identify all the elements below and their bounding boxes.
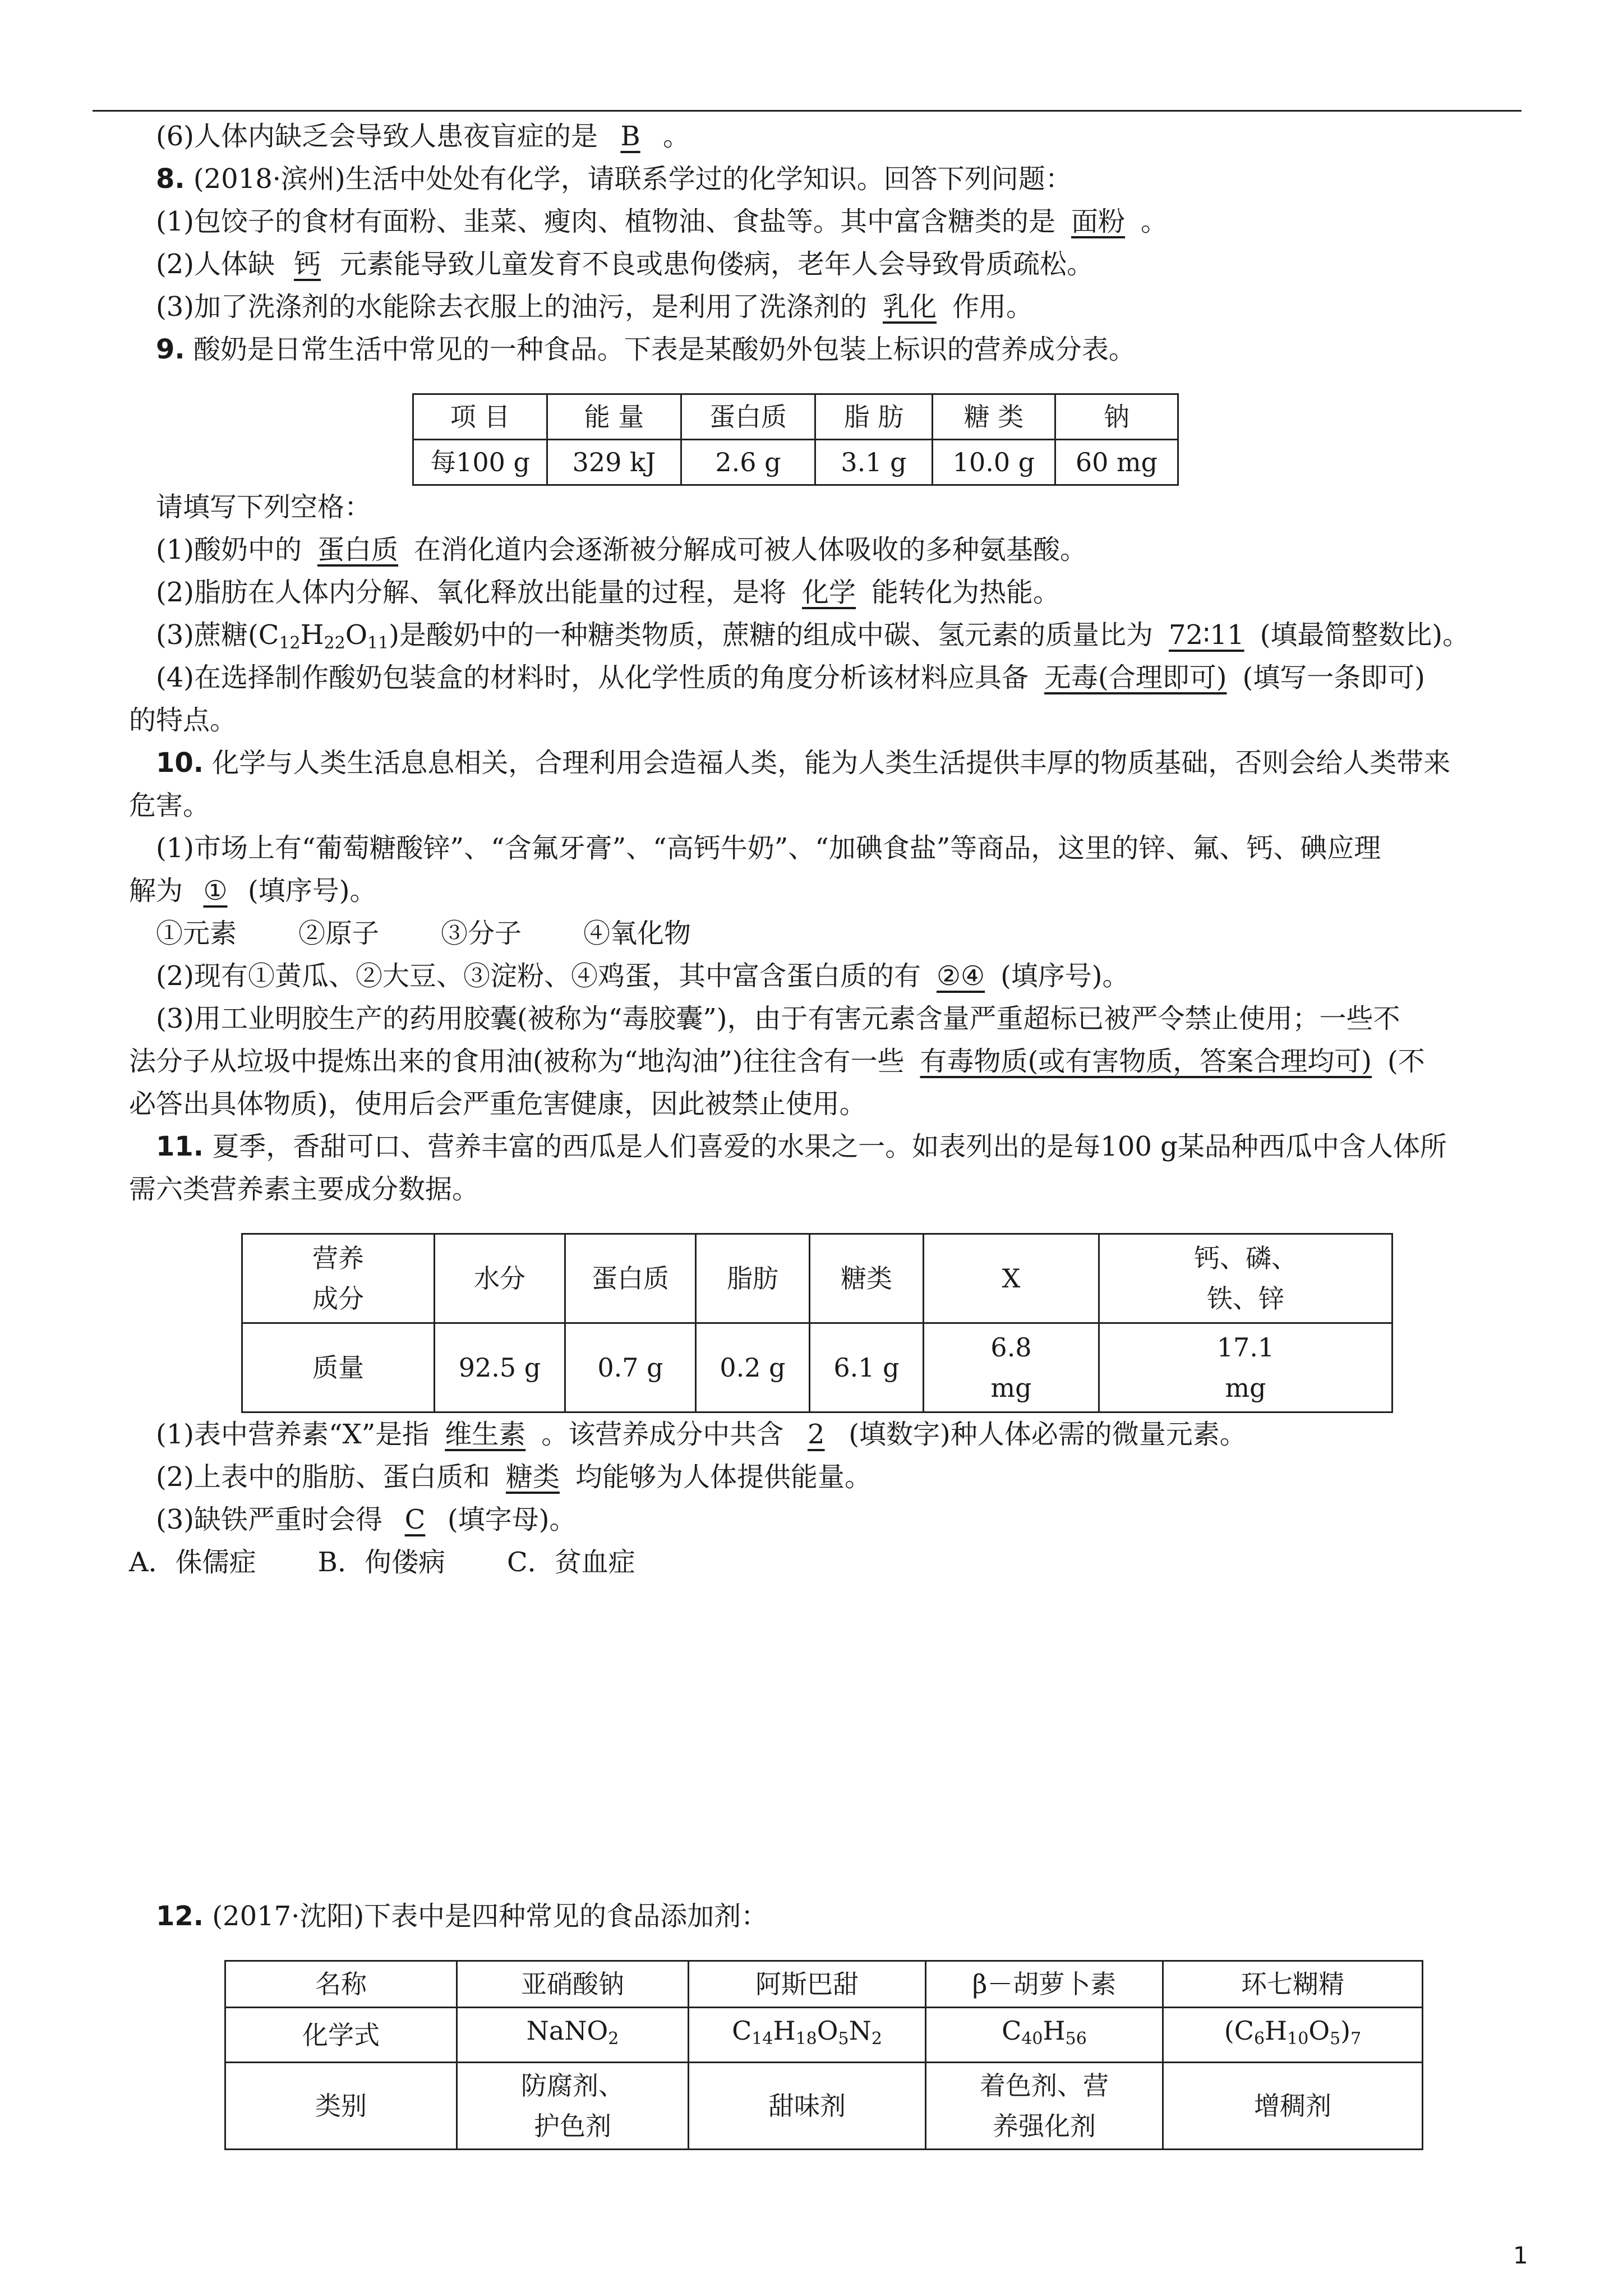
header-rule (93, 110, 1521, 112)
table-row: 质量 92.5 g 0.7 g 0.2 g 6.1 g 6.8 mg 17.1 mg (242, 1323, 1393, 1412)
watermelon-nutrient-table (241, 1233, 1393, 1413)
q9-part3: (3)蔗糖$(C_{12}H_{22}O_{11})$是酸奶中的一种糖类物质，蔗糖的组成中碳、氢元素的质量比为 72∶11 (填最简整数比)。 (129, 614, 1514, 656)
q12-stem: 12. (2017·沈阳)下表中是四种常见的食品添加剂： (156, 1901, 768, 1932)
table-header-row: 项 目 能 量 蛋白质 脂 肪 糖 类 钠 (413, 394, 1178, 440)
answer-blank: 化学 (802, 577, 856, 608)
table-row: 类别 防腐剂、 护色剂 甜味剂 着色剂、营 养强化剂 增稠剂 (225, 2063, 1423, 2150)
q8-part3: (3)加了洗涤剂的水能除去衣服上的油污，是利用了洗涤剂的 乳化 作用。 (129, 286, 1514, 328)
option: ④氧化物 (583, 918, 691, 949)
q10-part2: (2)现有①黄瓜、②大豆、③淀粉、④鸡蛋，其中富含蛋白质的有 ②④ (填序号)。 (129, 955, 1514, 997)
option: C．贫血症 (506, 1547, 635, 1578)
option: ①元素 (156, 918, 237, 949)
answer-blank: ① (203, 875, 228, 907)
q11-stem-cont: 需六类营养素主要成分数据。 (129, 1174, 479, 1205)
answer-blank: ②④ (937, 960, 985, 992)
q9-fill-instruction: 请填写下列空格： (156, 491, 372, 523)
yogurt-nutrition-table (412, 393, 1179, 486)
q10-part1-cont: 解为 ① (填序号)。 (129, 869, 1514, 912)
answer-blank: 2 (808, 1419, 825, 1450)
answer-blank: B (620, 121, 640, 152)
page-number: 1 (1513, 2242, 1528, 2269)
content (129, 115, 1514, 2150)
table-row: 化学式 NaNO$_2$ $C_{14}H_{18}O_5N_2$ $C_{40}H_{56}$ $(C_6H_{10}O_5)_7$ (225, 2008, 1423, 2063)
table-row: 每100 g 329 kJ 2.6 g 3.1 g 10.0 g 60 mg (413, 440, 1178, 485)
table-header-row: 名称 亚硝酸钠 阿斯巴甜 β－胡萝卜素 环七糊精 (225, 1961, 1423, 2008)
q11-part1: (1)表中营养素“X”是指 维生素 。该营养成分中共含 2 (填数字)种人体必需的微量元素。 (129, 1413, 1514, 1456)
q11-part2: (2)上表中的脂肪、蛋白质和 糖类 均能够为人体提供能量。 (129, 1456, 1514, 1498)
option: A．侏儒症 (129, 1547, 256, 1578)
q10-options (129, 912, 1514, 955)
q9-part4-tail: 的特点。 (129, 705, 237, 736)
answer-blank: 无毒(合理即可) (1044, 662, 1227, 693)
food-additive-table (224, 1960, 1423, 2150)
q11-part3: (3)缺铁严重时会得 C (填字母)。 (129, 1498, 1514, 1541)
q10-stem: 10. 化学与人类生活息息相关，合理利用会造福人类，能为人类生活提供丰厚的物质基础，否则会给人类带来 (156, 747, 1451, 779)
q8-stem: 8. (2018·滨州)生活中处处有化学，请联系学过的化学知识。回答下列问题： (156, 163, 1072, 195)
answer-blank: 维生素 (445, 1419, 526, 1450)
option: B．佝偻病 (317, 1547, 445, 1578)
q10-part1: (1)市场上有“葡萄糖酸锌”、“含氟牙膏”、“高钙牛奶”、“加碘食盐”等商品，这里的锌、氟、钙、碘应理 (156, 832, 1381, 864)
table-header-row: 营养 成分 水分 蛋白质 脂肪 糖类 X 钙、磷、 铁、锌 (242, 1234, 1393, 1323)
q9-part2: (2)脂肪在人体内分解、氧化释放出能量的过程，是将 化学 能转化为热能。 (129, 571, 1514, 614)
q8-part2: (2)人体缺 钙 元素能导致儿童发育不良或患佝偻病，老年人会导致骨质疏松。 (129, 243, 1514, 286)
q10-part3-end: 必答出具体物质)，使用后会严重危害健康，因此被禁止使用。 (129, 1088, 866, 1120)
option: ②原子 (298, 918, 380, 949)
q10-stem-cont: 危害。 (129, 790, 210, 821)
answer-blank: 糖类 (506, 1461, 560, 1493)
q9-part4: (4)在选择制作酸奶包装盒的材料时，从化学性质的角度分析该材料应具备 无毒(合理即可) (填写一条即可) (129, 656, 1514, 699)
answer-blank: 72∶11 (1168, 619, 1244, 651)
answer-blank: 有毒物质(或有害物质，答案合理均可) (920, 1046, 1372, 1077)
q8-part1: (1)包饺子的食材有面粉、韭菜、瘦肉、植物油、食盐等。其中富含糖类的是 面粉 。 (129, 200, 1514, 243)
q7-part6: (6)人体内缺乏会导致人患夜盲症的是 B 。 (129, 115, 1514, 158)
answer-blank: 蛋白质 (317, 534, 399, 565)
answer-blank: 钙 (293, 249, 321, 280)
answer-blank: C (404, 1504, 426, 1535)
q10-part3: (3)用工业明胶生产的药用胶囊(被称为“毒胶囊”)，由于有害元素含量严重超标已被严令禁止使用；一些不 (156, 1003, 1400, 1034)
q11-stem: 11. 夏季，香甜可口、营养丰富的西瓜是人们喜爱的水果之一。如表列出的是每100 g某品种西瓜中含人体所 (156, 1131, 1447, 1162)
q11-options (129, 1541, 1514, 1584)
q10-part3-cont: 法分子从垃圾中提炼出来的食用油(被称为“地沟油”)往往含有一些 有毒物质(或有害物质，答案合理均可) (不 (129, 1040, 1514, 1083)
answer-blank: 面粉 (1071, 206, 1126, 237)
option: ③分子 (441, 918, 522, 949)
q9-part1: (1)酸奶中的 蛋白质 在消化道内会逐渐被分解成可被人体吸收的多种氨基酸。 (129, 528, 1514, 571)
q9-stem: 9. 酸奶是日常生活中常见的一种食品。下表是某酸奶外包装上标识的营养成分表。 (156, 334, 1136, 365)
answer-blank: 乳化 (883, 291, 937, 323)
